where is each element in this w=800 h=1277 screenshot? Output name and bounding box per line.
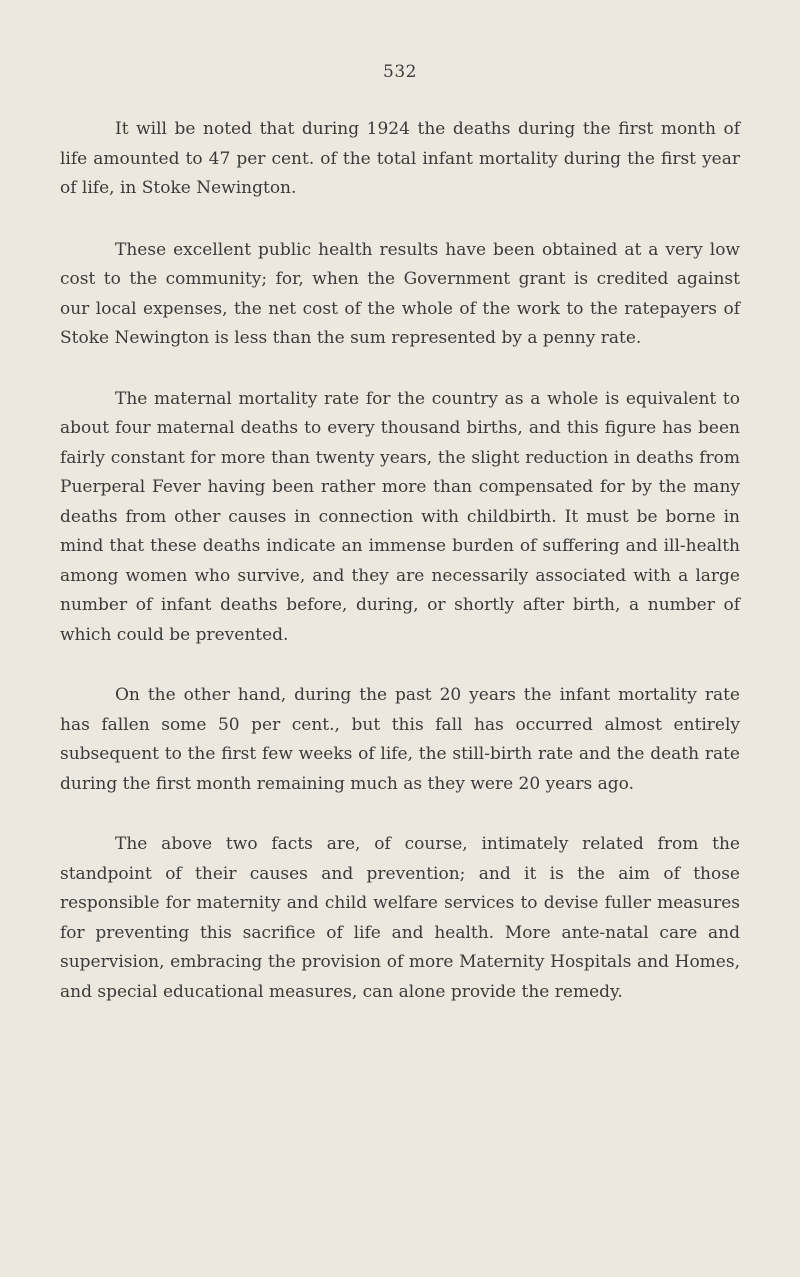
paragraph-first-month-deaths: It will be noted that during 1924 the deaths during the first month of life amounted to 47 per cent. of the total infant mortality during the first year of life, in Stoke Newington. [60, 119, 740, 198]
paragraph-maternal-mortality: The maternal mortality rate for the country as a whole is equivalent to about four maternal deaths to every thousand births, and this figure has been fairly constant for more than twenty years, the slight reduction in deaths from Puerperal Fever having been rather more than compensated for by the many deaths from other causes in connection with childbirth. It must be borne in mind that these deaths indicate an immense burden of suffering and ill-health among women who survive, and they are necessarily associated with a large number of infant deaths before, during, or shortly after birth, a number of which could be prevented. [60, 388, 740, 645]
page-number: 532 [383, 62, 417, 82]
paragraph-low-cost: These excellent public health results have been obtained at a very low cost to the community; for, when the Government grant is credited against our local expenses, the net cost of the whole of the work to the ratepayers of Stoke Newington is less than the sum represented by a penny rate. [60, 239, 740, 348]
paragraph-prevention-measures: The above two facts are, of course, intimately related from the standpoint of their causes and prevention; and it is the aim of those responsible for maternity and child welfare services to devise fuller measures for preventing this sacrifice of life and health. More ante-natal care and supervision, embracing the provision of more Maternity Hospitals and Homes, and special educational measures, can alone provide the remedy. [60, 834, 740, 1002]
body-text [60, 115, 740, 1037]
paragraph-infant-mortality: On the other hand, during the past 20 years the infant mortality rate has fallen some 50 per cent., but this fall has occurred almost entirely subsequent to the first few weeks of life, the still-birth rate and the death rate during the first month remaining much as they were 20 years ago. [60, 685, 740, 794]
